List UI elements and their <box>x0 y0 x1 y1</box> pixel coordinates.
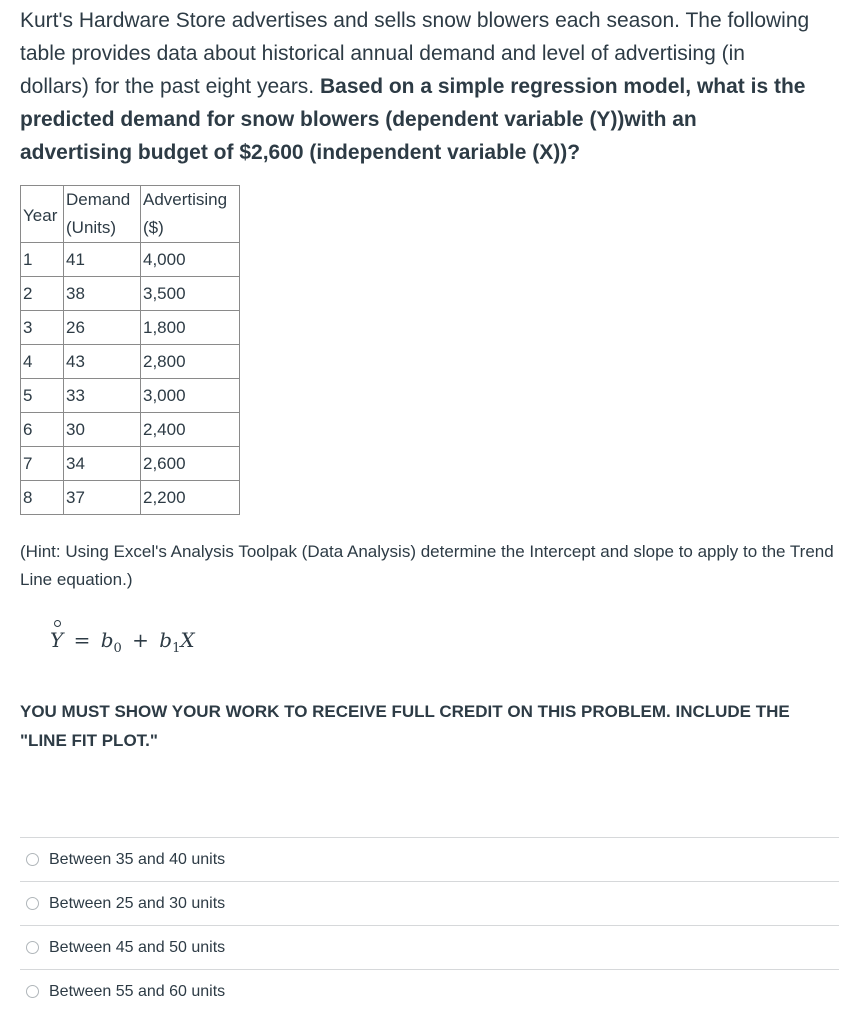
header-adv-line2: ($) <box>143 218 164 237</box>
answer-label: Between 35 and 40 units <box>49 850 226 868</box>
cell-demand: 43 <box>64 345 141 379</box>
answer-option[interactable] <box>20 969 839 1013</box>
eq-x: X <box>180 628 195 652</box>
cell-year: 2 <box>21 277 64 311</box>
cell-demand: 37 <box>64 481 141 515</box>
answer-label: Between 45 and 50 units <box>49 938 226 956</box>
cell-advertising: 4,000 <box>141 243 240 277</box>
cell-advertising: 2,800 <box>141 345 240 379</box>
cell-advertising: 2,600 <box>141 447 240 481</box>
question-intro: Kurt's Hardware Store advertises and sells snow blowers each season. The following table provides data about historical annual demand and level of advertising (in dollars) for the past eight years. <box>20 9 810 98</box>
cell-advertising: 3,500 <box>141 277 240 311</box>
hat-mark <box>54 620 61 627</box>
table-row <box>21 277 240 311</box>
answer-options <box>20 837 839 1013</box>
hint-text: (Hint: Using Excel's Analysis Toolpak (Data Analysis) determine the Intercept and slope to apply to the Trend Line equation.) <box>20 542 834 589</box>
cell-demand: 33 <box>64 379 141 413</box>
cell-year: 4 <box>21 345 64 379</box>
cell-demand: 26 <box>64 311 141 345</box>
table-row <box>21 481 240 515</box>
eq-equals: = <box>73 628 91 652</box>
cell-demand: 30 <box>64 413 141 447</box>
cell-year: 5 <box>21 379 64 413</box>
radio-button[interactable] <box>26 853 39 866</box>
cell-year: 7 <box>21 447 64 481</box>
eq-b0-sub: 0 <box>113 641 122 656</box>
cell-year: 6 <box>21 413 64 447</box>
eq-b0: b <box>100 628 114 652</box>
radio-button[interactable] <box>26 985 39 998</box>
table-row <box>21 243 240 277</box>
answer-label: Between 25 and 30 units <box>49 894 226 912</box>
cell-demand: 38 <box>64 277 141 311</box>
eq-y: Y <box>50 628 64 652</box>
header-year: Year <box>21 186 64 243</box>
cell-advertising: 3,000 <box>141 379 240 413</box>
cell-year: 8 <box>21 481 64 515</box>
cell-advertising: 1,800 <box>141 311 240 345</box>
table-header-row <box>21 186 240 243</box>
answer-option[interactable] <box>20 837 839 881</box>
y-hat <box>50 628 63 652</box>
header-demand-line1: Demand <box>66 190 131 209</box>
question-text <box>20 4 810 169</box>
eq-plus: + <box>132 628 149 652</box>
answer-label: Between 55 and 60 units <box>49 982 226 1000</box>
table-row <box>21 345 240 379</box>
header-adv-line1: Advertising <box>143 190 228 209</box>
trend-line-equation <box>50 628 195 656</box>
table-row <box>21 311 240 345</box>
cell-advertising: 2,400 <box>141 413 240 447</box>
must-show-work-text: YOU MUST SHOW YOUR WORK TO RECEIVE FULL CREDIT ON THIS PROBLEM. INCLUDE THE "LINE FIT PLOT." <box>20 702 790 750</box>
cell-demand: 41 <box>64 243 141 277</box>
table-row <box>21 447 240 481</box>
cell-year: 3 <box>21 311 64 345</box>
header-advertising <box>141 186 240 243</box>
radio-button[interactable] <box>26 941 39 954</box>
answer-option[interactable] <box>20 925 839 969</box>
question-bold: Based on a simple regression model, what is the predicted demand for snow blowers (dependent variable (Y))with an advertising budget of $2,600 (independent variable (X))? <box>20 75 806 164</box>
table-row <box>21 379 240 413</box>
table-row <box>21 413 240 447</box>
radio-button[interactable] <box>26 897 39 910</box>
header-demand-line2: (Units) <box>66 218 117 237</box>
eq-b1-sub: 1 <box>172 641 181 656</box>
cell-advertising: 2,200 <box>141 481 240 515</box>
cell-year: 1 <box>21 243 64 277</box>
header-demand <box>64 186 141 243</box>
cell-demand: 34 <box>64 447 141 481</box>
data-table <box>20 185 240 515</box>
answer-option[interactable] <box>20 881 839 925</box>
eq-b1: b <box>159 628 173 652</box>
